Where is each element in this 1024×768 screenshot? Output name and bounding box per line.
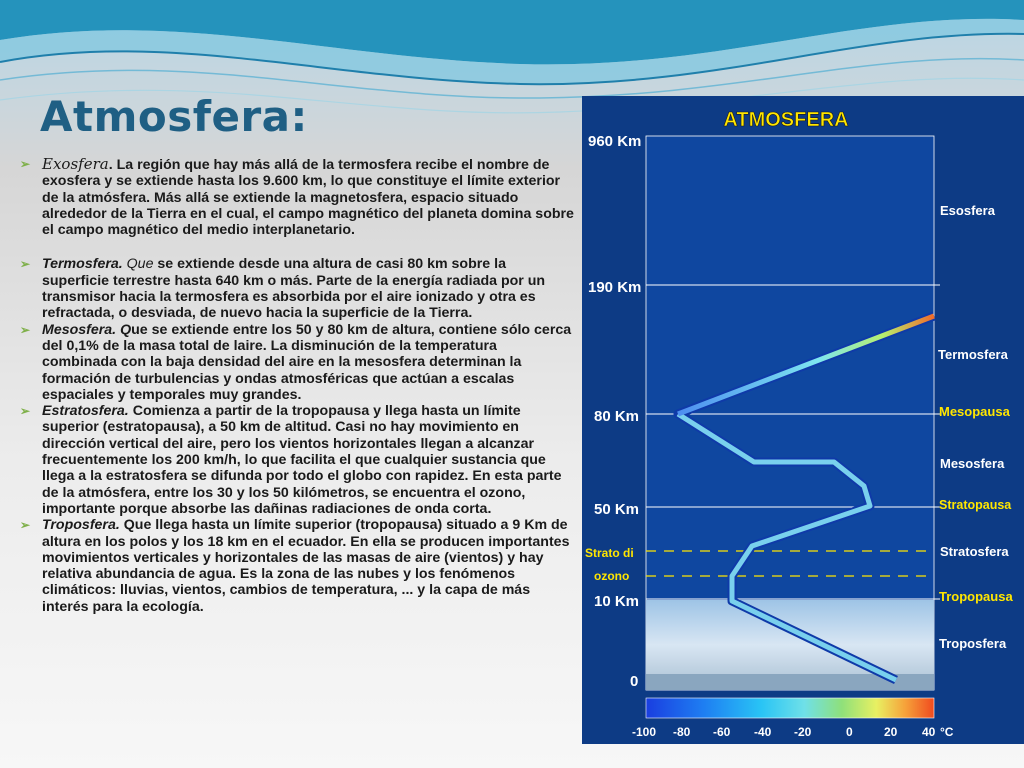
term-termosfera-2: Que — [122, 256, 154, 273]
altitude-label-10: 10 Km — [594, 593, 640, 610]
altitude-label-80: 80 Km — [594, 408, 640, 425]
term-estratosfera: Estratosfera. — [42, 403, 129, 420]
bullet-arrow-icon: ➢ — [20, 157, 31, 171]
layer-label-stratosfera: Stratosfera — [940, 544, 1009, 559]
temp-tick-minus100: -100 — [632, 725, 657, 739]
bullet-arrow-icon: ➢ — [20, 322, 31, 337]
bullet-troposfera — [18, 517, 574, 615]
ozone-label-line1: Strato di — [585, 546, 634, 560]
bullet-exosfera — [18, 156, 574, 238]
altitude-label-960: 960 Km — [588, 133, 642, 150]
temp-tick-0: 0 — [846, 725, 853, 739]
text-exosfera-3: , espacio situado alrededor de la Tierra en el cual, el campo magnético del planeta domina sobre el campo magnético del medio interplanetario. — [42, 189, 574, 239]
figure-title: ATMOSFERA — [723, 109, 849, 131]
altitude-label-0: 0 — [630, 673, 639, 690]
altitude-label-190: 190 Km — [588, 279, 642, 296]
bullet-estratosfera — [18, 403, 574, 517]
bullet-arrow-icon: ➢ — [20, 518, 31, 533]
temp-tick-40: 40 — [922, 725, 936, 739]
ozone-label-line2: ozono — [594, 569, 630, 583]
term-termosfera: Termosfera. — [42, 256, 123, 273]
text-troposfera: Que llega hasta un límite superior (tropopausa) situado a 9 Km de altura en los polos y los 18 km en el ecuador. En ella se producen importantes movimientos verticales y horizontales de las masas de aire (vientos) y hay relativa abundancia de agua. Es la zona de las nubes y los fenómenos climáticos: lluvias, vientos, cambios de temperatura, ... y la capa de más interés para la ecología. — [42, 517, 570, 615]
temp-tick-minus20: -20 — [794, 725, 812, 739]
content-text-block — [18, 156, 574, 615]
layer-label-termosfera: Termosfera — [938, 347, 1008, 362]
text-exosfera-1: . La región que hay más allá de la termosfera recibe el nombre de — [108, 157, 550, 173]
altitude-label-50: 50 Km — [594, 501, 640, 518]
slide-title — [40, 92, 308, 141]
atmosphere-figure-svg — [582, 96, 1024, 744]
bullet-arrow-icon: ➢ — [20, 404, 31, 419]
term-troposfera: Troposfera. — [42, 517, 120, 534]
atmosphere-figure — [582, 96, 1024, 744]
term-mesosfera: Mesosfera. Q — [42, 321, 132, 338]
text-mesosfera: ue se extiende entre los 50 y 80 km de altura, contiene sólo cerca del 0,1% de la masa total de laire. La disminución de la temperatura combinada con la baja densidad del aire en la mesosfera determinan la formación de turbulencias y ondas atmosféricas que actúan a escalas espaciales y temporales muy grandes. — [42, 321, 572, 403]
text-termosfera: se extiende desde una altura de casi 80 km sobre la superficie terrestre hasta 640 km o más. Parte de la energía radiada por un transmisor hacia la termosfera es absorbida por el aire ionizado y otra es refractada, o desviada, de nuevo hacia la superficie de la Tierra. — [42, 256, 546, 322]
bullet-termosfera — [18, 256, 574, 321]
temp-tick-minus40: -40 — [754, 725, 772, 739]
layer-label-tropopausa: Tropopausa — [939, 589, 1013, 604]
temperature-color-bar — [646, 698, 934, 718]
temp-tick-minus60: -60 — [713, 725, 731, 739]
temp-tick-20: 20 — [884, 725, 898, 739]
bullet-arrow-icon: ➢ — [20, 257, 31, 272]
slide-title-text: Atmosfera — [40, 92, 291, 141]
layer-label-troposfera: Troposfera — [939, 636, 1007, 651]
temp-unit-label: °C — [940, 725, 954, 739]
text-estratosfera: Comienza a partir de la tropopausa y llega hasta un límite superior (estratopausa), a 50 km de altitud. Casi no hay movimiento en dirección vertical del aire, pero los vientos horizontales llegan a alcanzar frecuentemente los 200 km/h, lo que facilita el que cualquier sustancia que llega a la estratosfera se difunda por todo el globo con rapidez. En esta parte de la atmósfera, entre los 30 y los 50 kilómetros, se encuentra el ozono, importante porque absorbe las dañinas radiaciones de onda corta. — [42, 403, 562, 517]
bullet-mesosfera — [18, 322, 574, 403]
temp-tick-minus80: -80 — [673, 725, 691, 739]
layer-label-esosfera: Esosfera — [940, 203, 995, 218]
layer-label-mesosfera: Mesosfera — [940, 456, 1005, 471]
layer-label-mesopausa: Mesopausa — [939, 404, 1010, 419]
text-exosfera-bold-2: magnetosfera — [310, 189, 404, 206]
layer-label-stratopausa: Stratopausa — [939, 498, 1012, 512]
slide-title-colon: : — [290, 92, 308, 141]
text-exosfera-2: y se extiende hasta los 9.600 km, lo que constituye el límite exterior de la atmósfera. Más allá se extiende la — [42, 173, 561, 206]
text-exosfera-bold-1: exosfera — [42, 173, 101, 190]
term-exosfera: Exosfera — [42, 155, 109, 173]
